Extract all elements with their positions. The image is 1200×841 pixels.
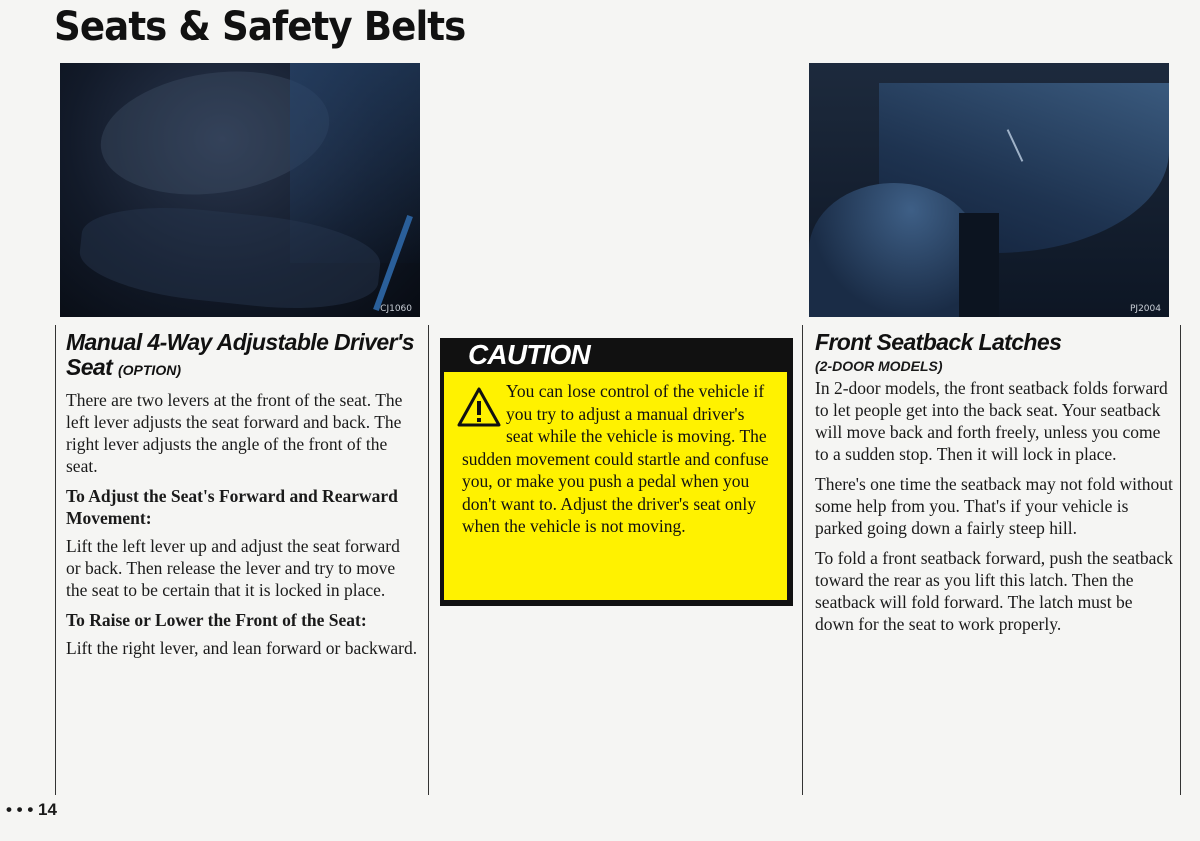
column-rule-2 [428, 325, 429, 795]
caution-box [440, 338, 793, 606]
seatback-para-3: To fold a front seatback forward, push the seatback toward the rear as you lift this latch. Then the seatback will fold forward. The latch must be down for the seat to work properly. [815, 548, 1173, 634]
caution-text: You can lose control of the vehicle if you try to adjust a manual driver's seat while the vehicle is moving. The sudden movement could startle and confuse you, or make you push a pedal when you don't want to. Adjust the driver's seat only when the vehicle is not moving. [462, 381, 769, 536]
left-column [66, 330, 418, 667]
section-heading-seatback-latches: Front Seatback Latches [815, 329, 1062, 355]
raise-lower-heading: To Raise or Lower the Front of the Seat: [66, 610, 367, 630]
page-number: • • • 14 [6, 800, 57, 819]
manual-seat-intro: There are two levers at the front of the seat. The left lever adjusts the seat forward and back. The right lever adjusts the angle of the front of the seat. [66, 390, 403, 476]
caution-title: CAUTION [468, 339, 590, 370]
photo-code-left: CJ1060 [380, 304, 412, 314]
warning-triangle-icon [456, 386, 502, 428]
column-rule-3 [802, 325, 803, 795]
forward-rearward-heading: To Adjust the Seat's Forward and Rearward Movement: [66, 486, 398, 528]
column-rule-4 [1180, 325, 1181, 795]
section-heading-manual-seat: Manual 4-Way Adjustable Driver's Seat (OPTION) [66, 329, 414, 380]
caution-body [444, 372, 787, 600]
photo-code-right: PJ2004 [1130, 304, 1161, 314]
right-column [815, 330, 1175, 643]
section-subheading-2-door: (2-DOOR MODELS) [815, 358, 943, 374]
seatback-para-1: In 2-door models, the front seatback folds forward to let people get into the back seat. Your seatback will move back and forth freely, unless you come to a sudden stop. Then it will lock in place. [815, 378, 1168, 464]
page-title: Seats & Safety Belts [54, 4, 466, 50]
forward-rearward-text: Lift the left lever up and adjust the seat forward or back. Then release the lever and try to move the seat to be certain that it is locked in place. [66, 536, 400, 600]
seatback-para-2: There's one time the seatback may not fold without some help from you. That's if your vehicle is parked going down a fairly steep hill. [815, 474, 1173, 538]
column-rule-1 [55, 325, 56, 795]
raise-lower-text: Lift the right lever, and lean forward or backward. [66, 638, 418, 658]
seatback-latch-photo [809, 63, 1169, 317]
seat-lever-photo [60, 63, 420, 317]
